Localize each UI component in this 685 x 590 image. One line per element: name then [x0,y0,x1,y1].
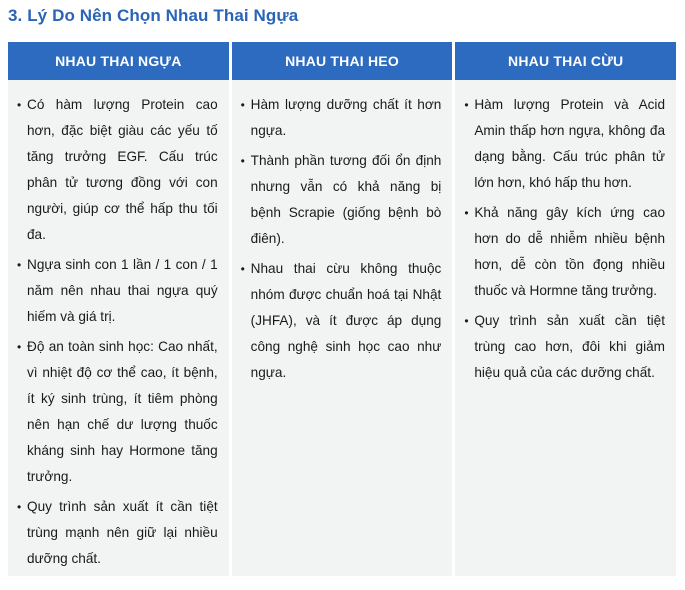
list-item-text: Hàm lượng dưỡng chất ít hơn ngựa. [250,97,442,138]
list-item-text: Hàm lượng Protein và Acid Amin thấp hơn ngựa, không đa dạng bằng. Cấu trúc phân tử lớn hơn, khó hấp thu hơn. [474,97,666,190]
column-header: NHAU THAI NGỰA [8,42,229,80]
list-item [464,92,665,196]
list-item [241,256,442,386]
bullet-icon: • [17,258,22,272]
column-nhau-thai-cuu [455,42,676,576]
bullet-icon: • [240,154,245,168]
list-item [241,148,442,252]
column-header: NHAU THAI CỪU [455,42,676,80]
list-item [464,200,665,304]
comparison-table [8,42,676,576]
list-item-text: Nhau thai cừu không thuộc nhóm được chuẩn hoá tại Nhật (JHFA), và ít được áp dụng công nghệ sinh học cao như ngựa. [250,261,442,380]
list-item [17,252,218,330]
column-nhau-thai-ngua [8,42,229,576]
list-item [241,92,442,144]
list-item-text: Độ an toàn sinh học: Cao nhất, vì nhiệt độ cơ thể cao, ít bệnh, ít ký sinh trùng, ít tiêm phòng nên hạn chế dư lượng thuốc kháng sinh hay Hormone tăng trưởng. [27,339,218,484]
bullet-icon: • [17,340,22,354]
bullet-icon: • [17,500,22,514]
column-nhau-thai-heo [232,42,453,576]
bullet-icon: • [17,98,22,112]
list-item-text: Ngựa sinh con 1 lần / 1 con / 1 năm nên nhau thai ngựa quý hiếm và giá trị. [27,257,218,324]
list-item-text: Quy trình sản xuất ít cần tiệt trùng mạnh nên giữ lại nhiều dưỡng chất. [27,499,218,566]
list-item [464,308,665,386]
section-title: 3. Lý Do Nên Chọn Nhau Thai Ngựa [8,6,299,25]
bullet-icon: • [464,314,469,328]
list-item [17,92,218,248]
column-body [8,80,229,576]
column-body [455,80,676,576]
list-item-text: Khả năng gây kích ứng cao hơn do dễ nhiễm nhiều bệnh hơn, dễ còn tồn đọng nhiều thuốc và Hormne tăng trưởng. [474,205,666,298]
list-item [17,494,218,572]
list-item-text: Quy trình sản xuất cần tiệt trùng cao hơn, đôi khi giảm hiệu quả của các dưỡng chất. [474,313,666,380]
bullet-icon: • [240,98,245,112]
column-header: NHAU THAI HEO [232,42,453,80]
column-body [232,80,453,576]
list-item-text: Thành phần tương đối ổn định nhưng vẫn có khả năng bị bệnh Scrapie (giống bệnh bò điên). [250,153,442,246]
list-item [17,334,218,490]
bullet-icon: • [240,262,245,276]
list-item-text: Có hàm lượng Protein cao hơn, đặc biệt giàu các yếu tố tăng trưởng EGF. Cấu trúc phân tử tương đồng với con người, giúp cơ thể hấp thu tối đa. [27,97,218,242]
bullet-icon: • [464,206,469,220]
bullet-icon: • [464,98,469,112]
